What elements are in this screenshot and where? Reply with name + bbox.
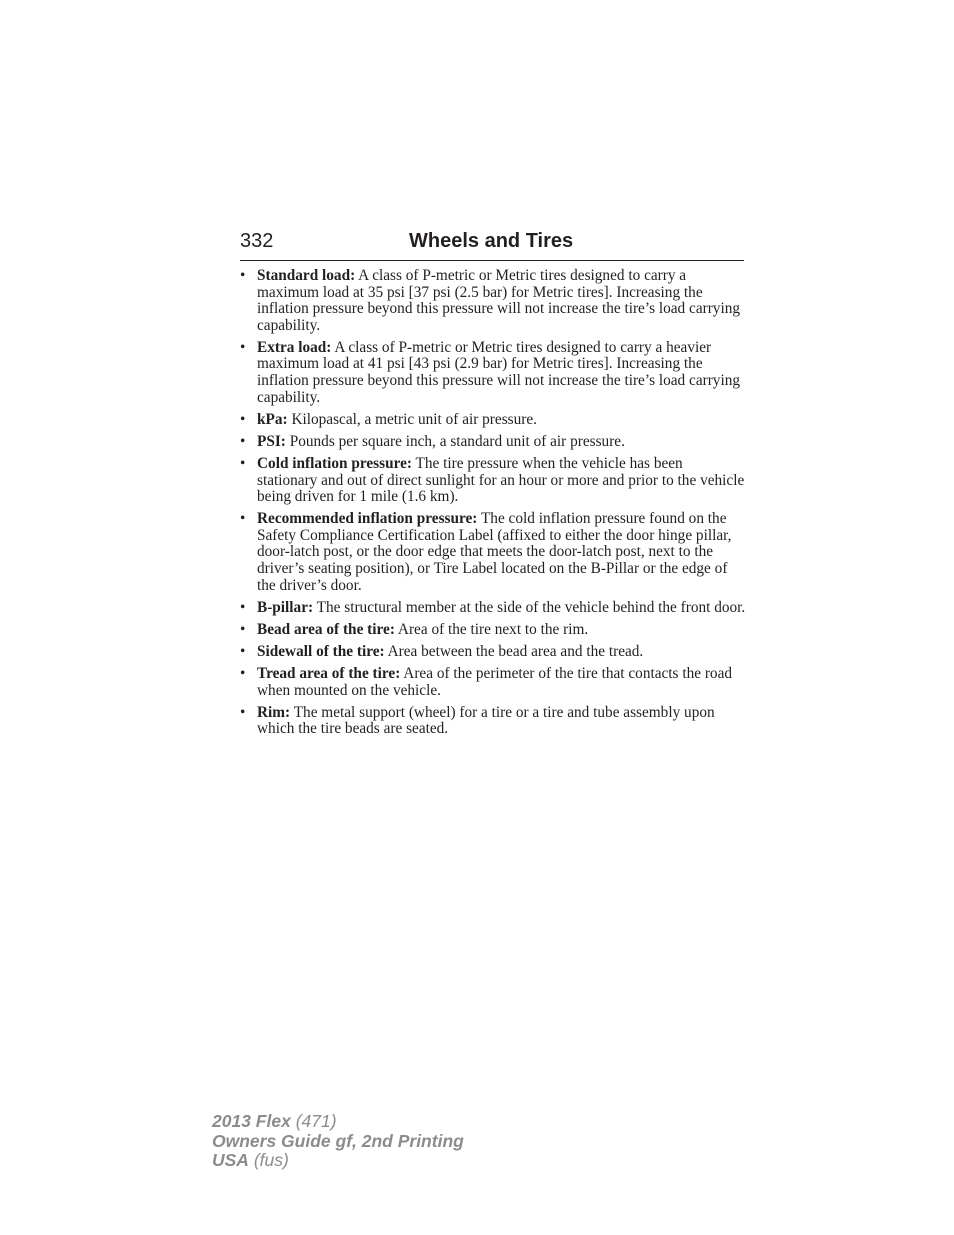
definition-text: Area of the perimeter of the tire that contacts the road when mounted on the vehicle. [257,664,733,699]
bullet: • [240,267,246,284]
definition-term: Tread area of the tire: [257,664,401,682]
definition-term: Recommended inflation pressure: [257,510,478,528]
bullet: • [240,703,246,721]
footer-line-guide [212,1132,464,1152]
bullet: • [240,598,246,616]
definition-term: kPa: [257,410,288,428]
definition-text: The cold inflation pressure found on the Safety Compliance Certification Label (affixed to either the door hinge pillar, door-latch post, or the door edge that meets the door-latch post, next to the driver’s seating position), or Tire Label located on the B-Pillar or the edge of the driver’s door. [257,510,732,594]
bullet: • [240,620,246,638]
definition-text: Area of the tire next to the rim. [397,620,589,638]
page-number: 332 [240,230,274,252]
list-item [240,340,746,406]
bullet: • [240,664,246,682]
definition-text: A class of P-metric or Metric tires designed to carry a maximum load at 35 psi [37 psi (2.5 bar) for Metric tires]. Increasing the inflation pressure beyond this pressure will not increase the tire’s load carrying capability. [257,267,740,334]
page-footer [212,1112,464,1171]
list-item [240,600,746,617]
bullet: • [240,642,246,660]
definition-term: Bead area of the tire: [257,620,395,638]
definition-text: Pounds per square inch, a standard unit of air pressure. [289,432,625,450]
list-item [240,412,746,429]
definition-term: B-pillar: [257,598,314,616]
page-header [240,229,744,261]
definition-term: Sidewall of the tire: [257,642,385,660]
definition-term: PSI: [257,432,286,450]
definition-text: The structural member at the side of the vehicle behind the front door. [316,598,746,616]
list-item [240,511,746,594]
definition-text: The metal support (wheel) for a tire or a tire and tube assembly upon which the tire beads are seated. [257,703,715,738]
bullet: • [240,510,246,528]
bullet: • [240,410,246,428]
list-item [240,622,746,639]
list-item [240,705,746,738]
definition-term: Standard load: [257,267,356,284]
footer-line-region [212,1151,464,1171]
definition-text: A class of P-metric or Metric tires designed to carry a heavier maximum load at 41 psi [43 psi (2.9 bar) for Metric tires]. Increasing the inflation pressure beyond this pressure will not increase the tire’s load carrying capability. [257,338,740,406]
list-item [240,644,746,661]
list-item [240,268,746,334]
footer-guide: Owners Guide gf, 2nd Printing [212,1130,464,1151]
definition-term: Cold inflation pressure: [257,454,412,472]
footer-region-code: (fus) [253,1150,289,1170]
definitions-section [240,268,746,743]
footer-line-model [212,1112,464,1132]
definition-list [240,268,746,738]
footer-model: 2013 Flex [212,1111,291,1131]
bullet: • [240,338,246,356]
footer-region: USA [212,1150,249,1170]
list-item [240,456,746,506]
definition-term: Rim: [257,703,291,721]
definition-text: The tire pressure when the vehicle has been stationary and out of direct sunlight for an hour or more and prior to the vehicle being driven for 1 mile (1.6 km). [257,454,745,506]
bullet: • [240,454,246,472]
page-title: Wheels and Tires [409,230,574,252]
bullet: • [240,432,246,450]
footer-model-code: (471) [295,1111,337,1131]
definition-text: Kilopascal, a metric unit of air pressure. [291,410,537,428]
definition-text: Area between the bead area and the tread. [387,642,644,660]
list-item [240,434,746,451]
list-item [240,666,746,699]
definition-term: Extra load: [257,338,332,356]
